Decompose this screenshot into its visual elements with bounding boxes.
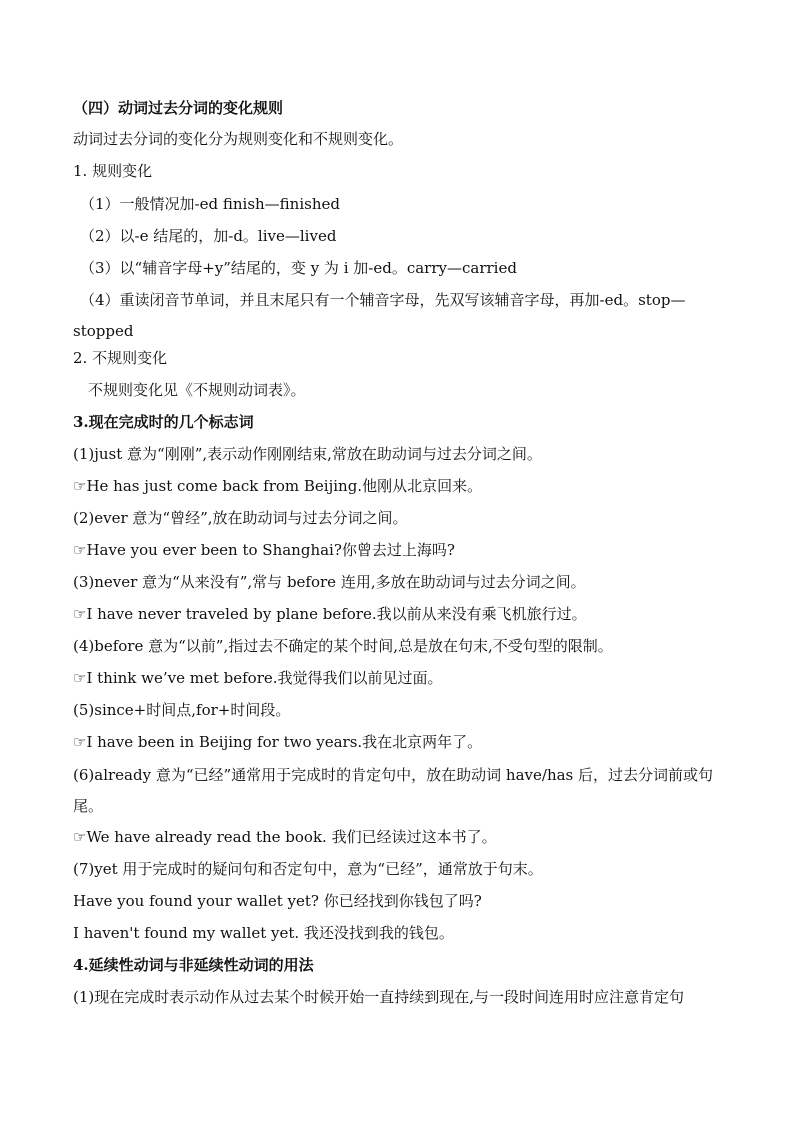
item-ever: (2)ever 意为“曾经”,放在助动词与过去分词之间。 — [73, 509, 408, 527]
item-yet: (7)yet 用于完成时的疑问句和否定句中，意为“已经”，通常放于句末。 — [73, 860, 543, 878]
section-heading-four: （四）动词过去分词的变化规则 — [73, 99, 284, 117]
example-already: ☞We have already read the book. 我们已经读过这本书了。 — [73, 828, 497, 846]
section-heading-4: 4.延续性动词与非延续性动词的用法 — [73, 956, 314, 974]
intro-text: 动词过去分词的变化分为规则变化和不规则变化。 — [73, 130, 404, 148]
example-since-for: ☞I have been in Beijing for two years.我在北京两年了。 — [73, 733, 483, 751]
item-continuous-1: (1)现在完成时表示动作从过去某个时候开始一直持续到现在,与一段时间连用时应注意肯定句 — [73, 988, 685, 1006]
example-before: ☞I think we’ve met before.我觉得我们以前见过面。 — [73, 669, 443, 687]
rule-3: （3）以“辅音字母+y”结尾的，变 y 为 i 加-ed。carry—carried — [80, 259, 517, 277]
item-just: (1)just 意为“刚刚”,表示动作刚刚结束,常放在助动词与过去分词之间。 — [73, 445, 542, 463]
rule-1: （1）一般情况加-ed finish—finished — [80, 195, 340, 213]
example-never: ☞I have never traveled by plane before.我以前从来没有乘飞机旅行过。 — [73, 605, 587, 623]
section-heading-3: 3.现在完成时的几个标志词 — [73, 413, 254, 431]
item-before: (4)before 意为“以前”,指过去不确定的某个时间,总是放在句末,不受句型的限制。 — [73, 637, 613, 655]
regular-change-title: 1. 规则变化 — [73, 162, 153, 180]
example-just: ☞He has just come back from Beijing.他刚从北京回来。 — [73, 477, 483, 495]
item-since-for: (5)since+时间点,for+时间段。 — [73, 701, 291, 719]
irregular-change-text: 不规则变化见《不规则动词表》。 — [88, 381, 306, 399]
irregular-change-title: 2. 不规则变化 — [73, 349, 168, 367]
example-yet-1: Have you found your wallet yet? 你已经找到你钱包了吗? — [73, 892, 482, 910]
rule-4: （4）重读闭音节单词，并且末尾只有一个辅音字母，先双写该辅音字母，再加-ed。stop—stopped — [73, 291, 686, 340]
example-ever: ☞Have you ever been to Shanghai?你曾去过上海吗? — [73, 541, 455, 559]
item-never: (3)never 意为“从来没有”,常与 before 连用,多放在助动词与过去分词之间。 — [73, 573, 586, 591]
example-yet-2: I haven't found my wallet yet. 我还没找到我的钱包。 — [73, 924, 454, 942]
rule-2: （2）以-e 结尾的，加-d。live—lived — [80, 227, 337, 245]
item-already: (6)already 意为“已经”通常用于完成时的肯定句中，放在助动词 have/has 后，过去分词前或句尾。 — [73, 766, 714, 815]
